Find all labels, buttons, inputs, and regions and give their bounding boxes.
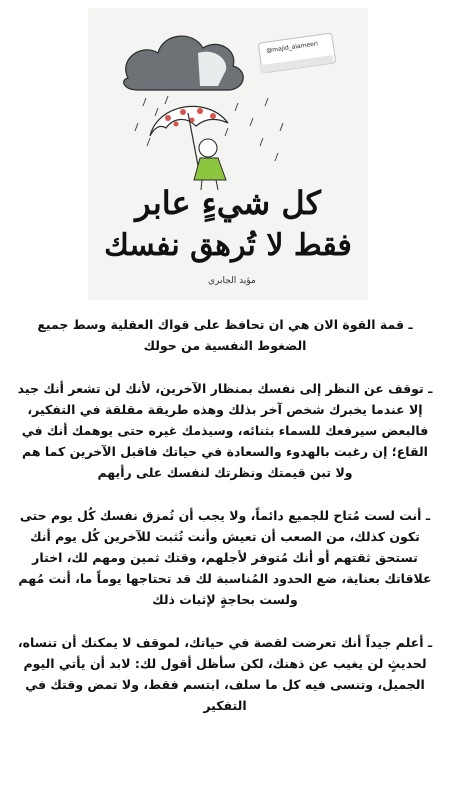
paragraph-4: ـ أعلم جيداً أنك تعرضت لقصة في حياتك، لموقف لا يمكنك أن تنساه، لحديثٍ لن يغيب عن ذهنك، لكن سأظل أقول لك: لابد أن يأتي اليوم الجميل، وتنسى فيه كل ما سلف، ابتسم فقط، ولا تمض وقتك في التفكير [17, 635, 433, 713]
caption-line-2: فقط لا تُرهق نفسك [104, 228, 352, 263]
illustration [88, 8, 368, 300]
eraser-label: @majid_alameeri [265, 40, 319, 55]
paragraph-1: ـ قمة القوة الان هي ان تحافظ على قواك العقلية وسط جميع الضغوط النفسية من حولك [37, 317, 413, 353]
quotes-text [12, 314, 438, 716]
cloud-drawing [124, 36, 244, 90]
caption-line-1: كل شيءٍ عابر [135, 184, 321, 222]
paragraph-2: ـ توقف عن النظر إلى نفسك بمنظار الآخرين، لأنك لن تشعر أنك جيد إلا عندما يخبرك شخص آخر بذلك وهذه طريقة مقلقة في التفكير، فالبعض سيرفعك للسماء بثنائه، وسيذمك غيره حتى يوهمك أنك في القاع؛ إن رغبت بالهدوء والسعادة في حياتك فاقبل الآخرين كما هم ولا تبن قيمتك ونظرتك لنفسك على رأيهم [17, 381, 433, 480]
paragraph-3: ـ أنت لست مُتاح للجميع دائماً، ولا يجب أن تُمزق نفسك كُل يوم حتى تكون كذلك، من الصعب أن تعيش وأنت تُثبت للآخرين كُل يوم أنك تستحق ثقتهم أو أنك مُتوفر لأجلهم، وقتك ثمين ومهم لك، اختار علاقاتك بعناية، ضع الحدود المُناسبة لك قد تحتاجها يوماً ما، أنت مُهم ولست بحاجةٍ لإثبات ذلك [18, 508, 432, 607]
signature: مؤيد الجابري [208, 276, 256, 286]
girl-drawing [194, 139, 226, 190]
